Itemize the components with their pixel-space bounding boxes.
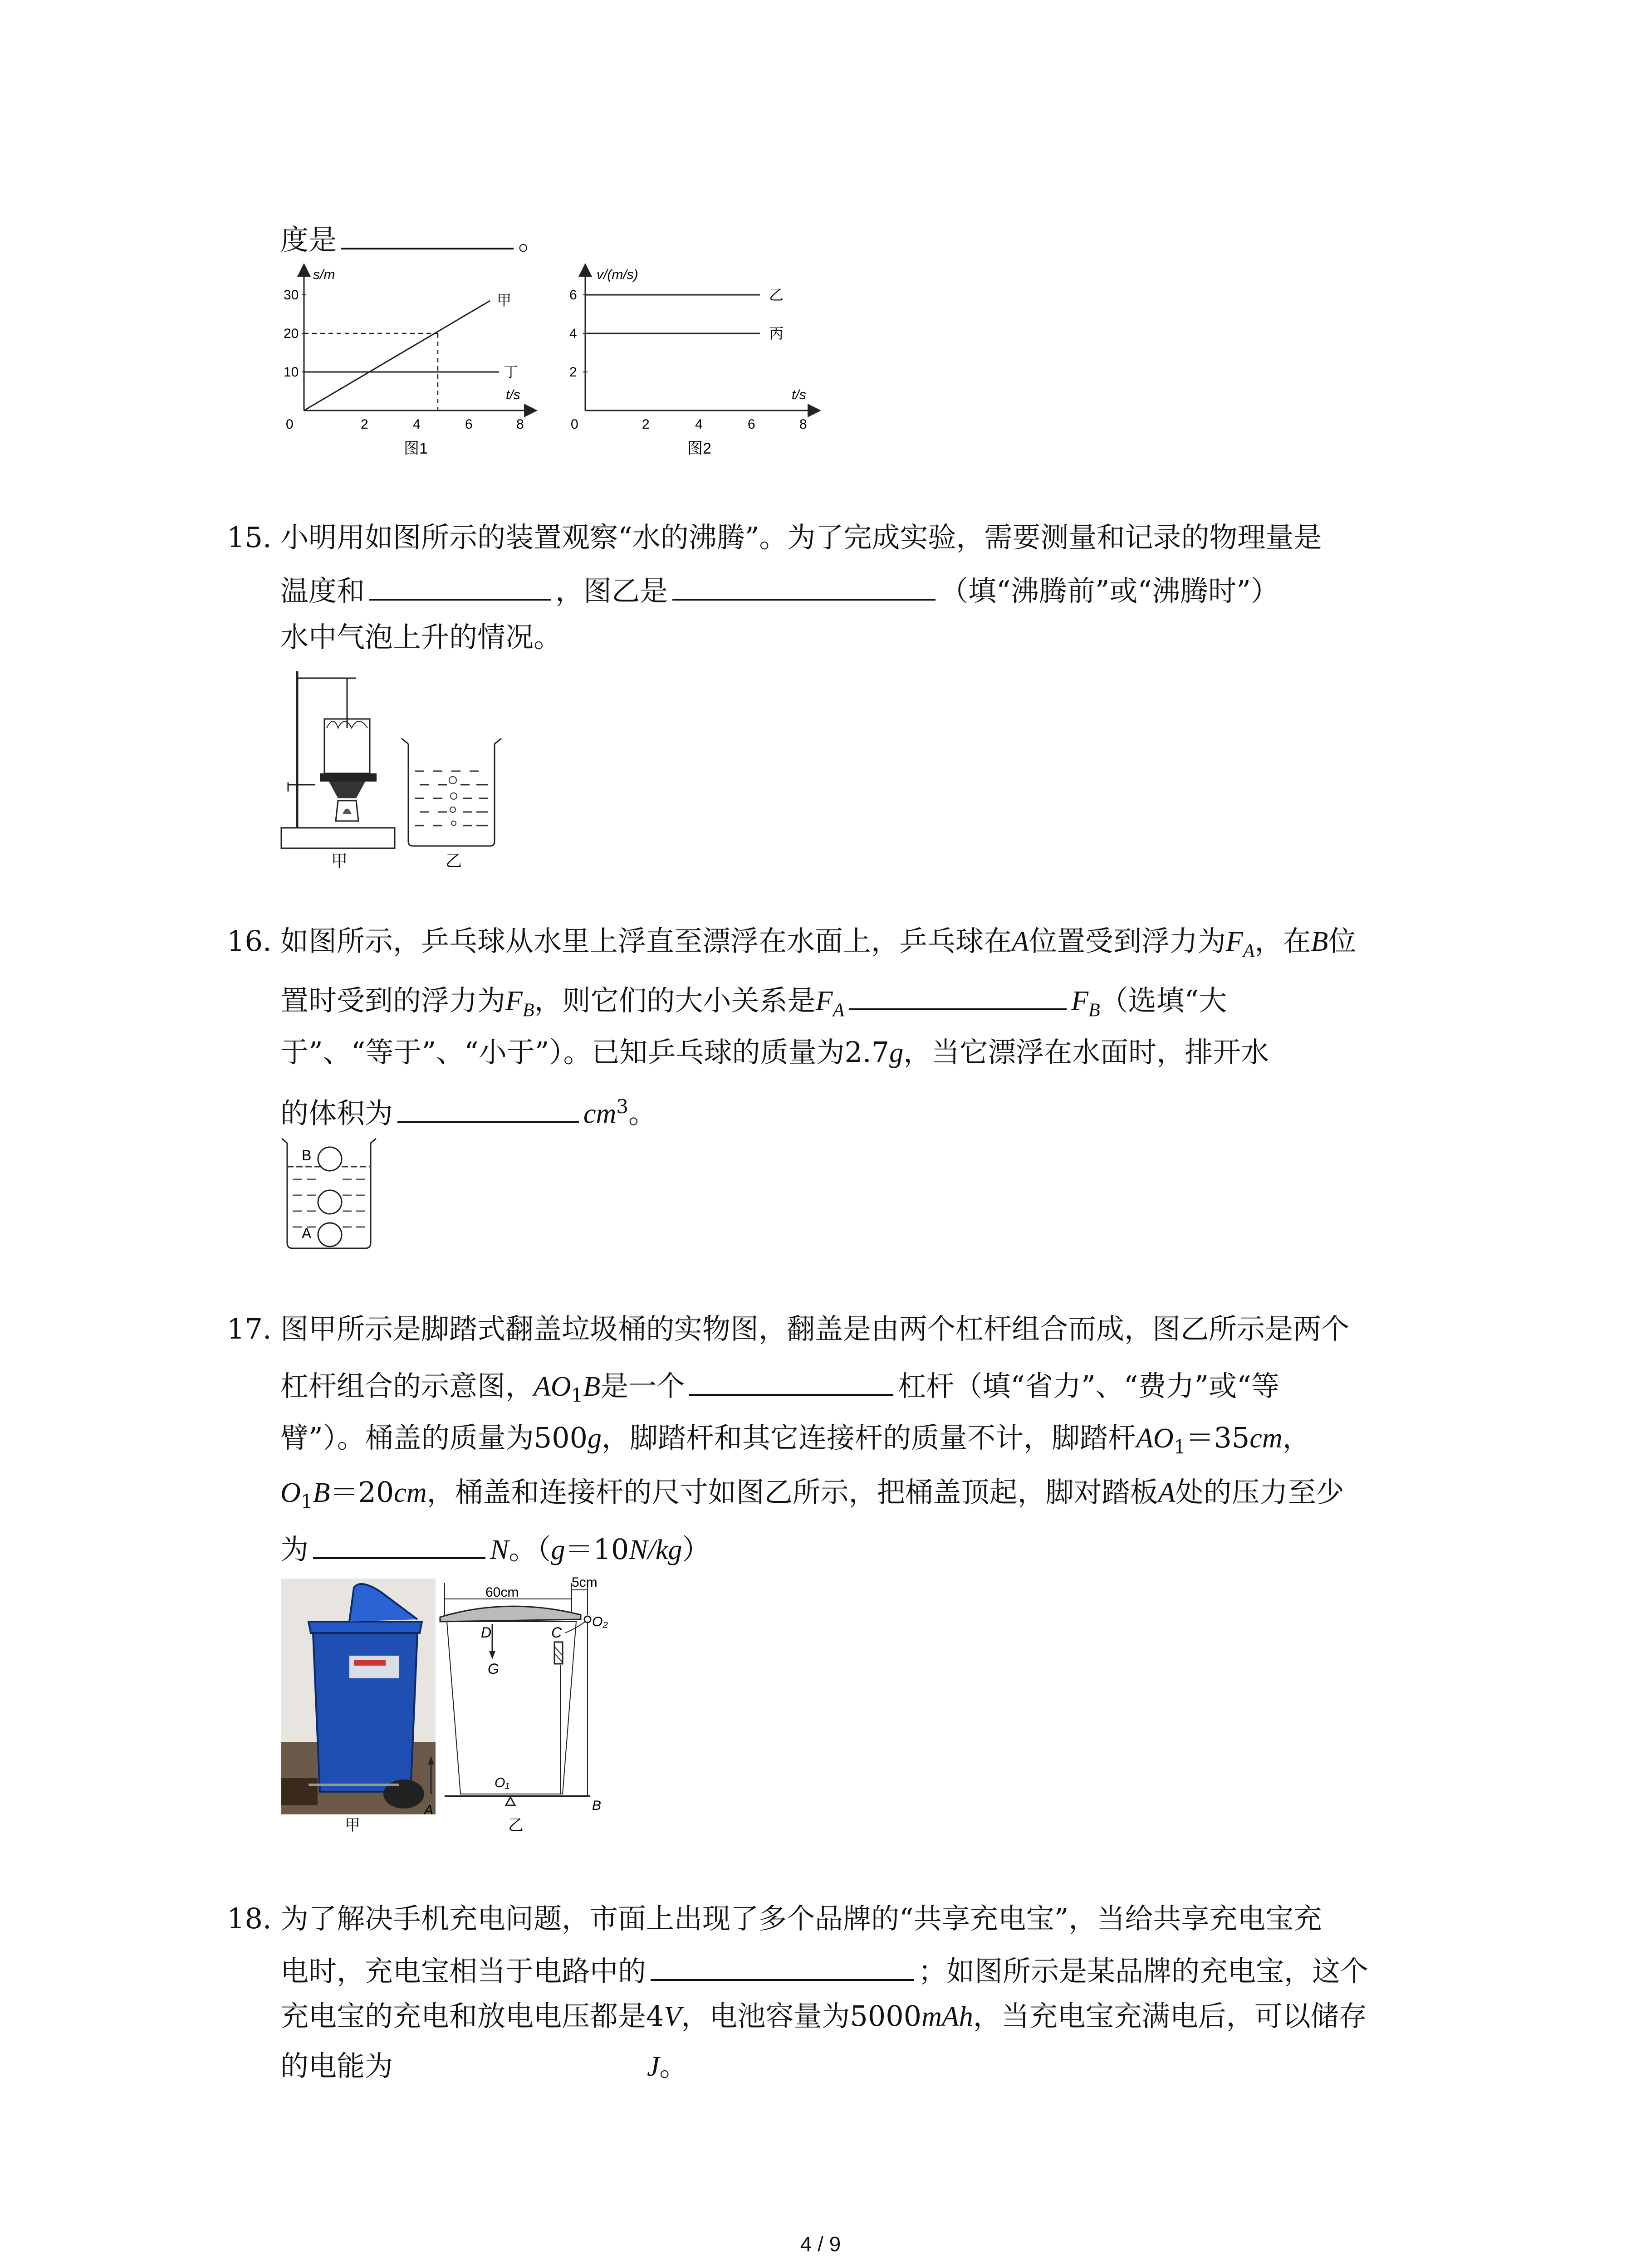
fig1-x-axis-label: t/s: [506, 387, 520, 402]
fig1-ytick: 10: [284, 365, 299, 380]
q16-blank-1[interactable]: [849, 982, 1067, 1010]
q14-tail: 度是 。: [280, 221, 546, 256]
fig1-y-axis-label: s/m: [313, 267, 335, 282]
q17-label-jia: 甲: [345, 1817, 360, 1834]
fig2-x-axis-label: t/s: [792, 387, 806, 402]
q16-line-1: 如图所示，乒乓球从水里上浮直至漂浮在水面上，乒乓球在A位置受到浮力为$F_A$，在B位: [280, 924, 1357, 962]
q17-blank-2[interactable]: [313, 1531, 485, 1559]
q18-line-1: 为了解决手机充电问题，市面上出现了多个品牌的“共享充电宝”，当给共享充电宝充: [280, 1902, 1322, 1935]
q17-lid: [440, 1606, 581, 1622]
fig2-label-yi: 乙: [769, 287, 784, 303]
fig1-xtick: 2: [361, 417, 368, 432]
q18-line-3: 充电宝的充电和放电电压都是4V，电池容量为5000mAh，当充电宝充满电后，可以储存: [280, 1999, 1367, 2033]
fig2-y-axis-label: v/(m/s): [597, 267, 638, 282]
fig1-caption: 图1: [404, 440, 428, 457]
q16-number: 16.: [227, 924, 272, 958]
q16-line-3: 于”、“等于”、“小于”）。已知乒乓球的质量为2.7g，当它漂浮在水面时，排开水: [280, 1036, 1269, 1069]
fig2-origin: 0: [571, 417, 578, 432]
q17-label-O1: O₁: [495, 1775, 509, 1790]
fig2-ytick: 6: [569, 288, 577, 303]
q16-label-A: A: [302, 1225, 312, 1242]
q17-line-1: 图甲所示是脚踏式翻盖垃圾桶的实物图，翻盖是由两个杠杆组合而成，图乙所示是两个: [280, 1312, 1350, 1345]
q17-photo-trash-can: [281, 1579, 436, 1834]
fig1-label-jia: 甲: [497, 292, 512, 308]
q15-line-1: 小明用如图所示的装置观察“水的沸腾”。为了完成实验，需要测量和记录的物理量是: [280, 521, 1322, 554]
q17-dim-5: 5cm: [572, 1575, 598, 1590]
q16-ball-mid: [318, 1190, 342, 1214]
fig1-ytick: 30: [284, 288, 299, 303]
q14-figure-1: [277, 261, 531, 460]
q16-label-B: B: [302, 1147, 312, 1163]
q16-blank-2[interactable]: [397, 1095, 579, 1123]
q17-label-B: B: [592, 1798, 602, 1813]
q17-line-5: 为 N。（g＝10N/kg）: [280, 1531, 710, 1566]
q17-label-C: C: [551, 1624, 562, 1641]
q18-line-4: 的电能为 J。: [280, 2049, 688, 2082]
fig2-label-bing: 丙: [769, 325, 784, 342]
q16-line-4: 的体积为 $cm^3$。: [280, 1095, 657, 1130]
fig2-xtick: 6: [748, 417, 755, 432]
q17-line-4: $O_1B=20cm$，桶盖和连接杆的尺寸如图乙所示，把桶盖顶起，脚对踏板A处的压力至少: [280, 1476, 1344, 1513]
fig2-caption: 图2: [687, 440, 711, 457]
q15-line-3: 水中气泡上升的情况。: [280, 621, 562, 654]
q17-label-yi: 乙: [508, 1817, 524, 1834]
fig1-label-ding: 丁: [504, 364, 519, 380]
q18-blank-1[interactable]: [651, 1953, 914, 1981]
q17-figure-lever-diagram: [424, 1575, 653, 1834]
q15-blank-1[interactable]: [369, 572, 551, 601]
q17-line-3: 臂”）。桶盖的质量为500g，脚踏杆和其它连接杆的质量不计，脚踏杆$AO_1=35cm$，: [280, 1421, 1311, 1458]
q14-figure-2: [567, 261, 821, 460]
fig1-line-jia: [304, 301, 490, 411]
fig2-ytick: 2: [569, 365, 577, 380]
q17-blank-1[interactable]: [689, 1368, 893, 1396]
q15-figure-beaker: [399, 735, 508, 871]
q15-number: 15.: [227, 521, 272, 554]
q15-line-2: 温度和 ，图乙是 （填“沸腾前”或“沸腾时”）: [280, 572, 1279, 607]
q16-line-2: 置时受到的浮力为$F_B$，则它们的大小关系是$F_A$ $F_B$（选填“大: [280, 982, 1227, 1026]
fig2-xtick: 2: [642, 417, 650, 432]
fig1-xtick: 4: [413, 417, 421, 432]
fig2-xtick: 8: [799, 417, 807, 432]
fig2-ytick: 4: [569, 326, 577, 341]
q17-label-A: A: [424, 1803, 434, 1818]
q15-blank-2[interactable]: [672, 572, 936, 601]
q15-label-jia: 甲: [331, 851, 348, 870]
fig1-ytick: 20: [284, 326, 299, 341]
page-number: 4 / 9: [800, 2232, 841, 2256]
q17-dim-60: 60cm: [485, 1585, 519, 1600]
q17-label-D: D: [481, 1624, 492, 1641]
q17-label-G: G: [488, 1661, 499, 1677]
q16-ball-B: [318, 1147, 342, 1171]
q15-label-yi: 乙: [446, 851, 462, 870]
fig2-xtick: 4: [695, 417, 703, 432]
q18-number: 18.: [227, 1902, 272, 1935]
q15-figure-apparatus: [279, 665, 397, 869]
fig1-origin: 0: [286, 417, 294, 432]
fig1-xtick: 6: [465, 417, 473, 432]
q18-line-2: 电时，充电宝相当于电路中的 ；如图所示是某品牌的充电宝，这个: [280, 1953, 1368, 1987]
q17-label-O2: O₂: [592, 1614, 608, 1629]
q16-figure-beaker: [279, 1134, 379, 1252]
q17-number: 17.: [227, 1312, 272, 1345]
fig1-xtick: 8: [516, 417, 524, 432]
q14-answer-blank[interactable]: [341, 221, 514, 249]
q17-line-2: 杠杆组合的示意图，$AO_1B$是一个 杠杆（填“省力”、“费力”或“等: [280, 1368, 1279, 1411]
q16-ball-A: [318, 1223, 342, 1246]
